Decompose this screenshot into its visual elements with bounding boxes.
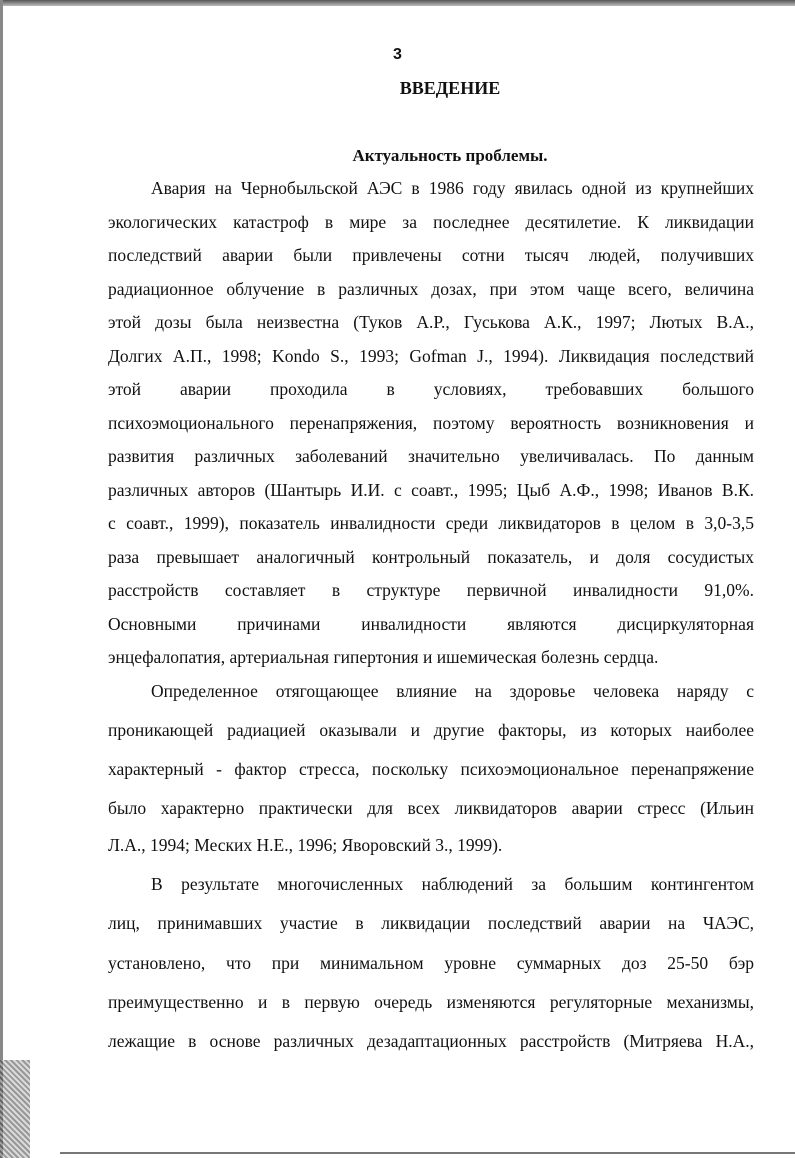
text-line: Основными причинами инвалидности являются дисциркуляторная	[108, 614, 754, 634]
text-line: Л.А., 1994; Меских Н.Е., 1996; Яворовский 3., 1999).	[108, 835, 503, 855]
text-line: этой дозы была неизвестна (Туков А.Р., Гуськова А.К., 1997; Лютых В.А.,	[108, 312, 754, 332]
text-line: экологических катастроф в мире за последнее десятилетие. К ликвидации	[108, 212, 754, 232]
text-line: В результате многочисленных наблюдений за большим контингентом	[151, 874, 754, 894]
scan-bottom-edge	[60, 1152, 795, 1154]
text-line: раза превышает аналогичный контрольный показатель, и доля сосудистых	[108, 547, 754, 567]
page-number: 3	[393, 46, 402, 63]
text-line: Авария на Чернобыльской АЭС в 1986 году явилась одной из крупнейших	[151, 178, 754, 198]
text-line: расстройств составляет в структуре первичной инвалидности 91,0%.	[108, 580, 754, 600]
text-line: проникающей радиацией оказывали и другие факторы, из которых наиболее	[108, 720, 754, 740]
section-heading: Актуальность проблемы.	[352, 146, 548, 165]
text-line: развития различных заболеваний значительно увеличивалась. По данным	[108, 446, 754, 466]
text-line: психоэмоционального перенапряжения, поэтому вероятность возникновения и	[108, 413, 754, 433]
text-line: этой аварии проходила в условиях, требовавших большого	[108, 379, 754, 399]
text-line: преимущественно и в первую очередь изменяются регуляторные механизмы,	[108, 992, 754, 1012]
text-line: с соавт., 1999), показатель инвалидности среди ликвидаторов в целом в 3,0-3,5	[108, 513, 754, 533]
text-line: последствий аварии были привлечены сотни тысяч людей, получивших	[108, 245, 754, 265]
page-title: ВВЕДЕНИЕ	[399, 78, 501, 98]
text-line: было характерно практически для всех ликвидаторов аварии стресс (Ильин	[108, 798, 754, 818]
scan-top-edge	[0, 0, 795, 6]
text-line: Определенное отягощающее влияние на здоровье человека наряду с	[151, 681, 754, 701]
text-line: характерный - фактор стресса, поскольку психоэмоциональное перенапряжение	[108, 759, 754, 779]
scan-artifact	[0, 1060, 30, 1158]
text-line: установлено, что при минимальном уровне суммарных доз 25-50 бэр	[108, 953, 754, 973]
text-line: Долгих А.П., 1998; Kondo S., 1993; Gofman J., 1994). Ликвидация последствий	[108, 346, 754, 366]
text-line: радиационное облучение в различных дозах, при этом чаще всего, величина	[108, 279, 754, 299]
text-line: различных авторов (Шантырь И.И. с соавт., 1995; Цыб А.Ф., 1998; Иванов В.К.	[108, 480, 754, 500]
scan-left-edge	[0, 0, 3, 1158]
text-line: энцефалопатия, артериальная гипертония и ишемическая болезнь сердца.	[108, 647, 659, 667]
text-line: лежащие в основе различных дезадаптационных расстройств (Митряева Н.А.,	[108, 1031, 754, 1051]
text-line: лиц, принимавших участие в ликвидации последствий аварии на ЧАЭС,	[108, 913, 754, 933]
